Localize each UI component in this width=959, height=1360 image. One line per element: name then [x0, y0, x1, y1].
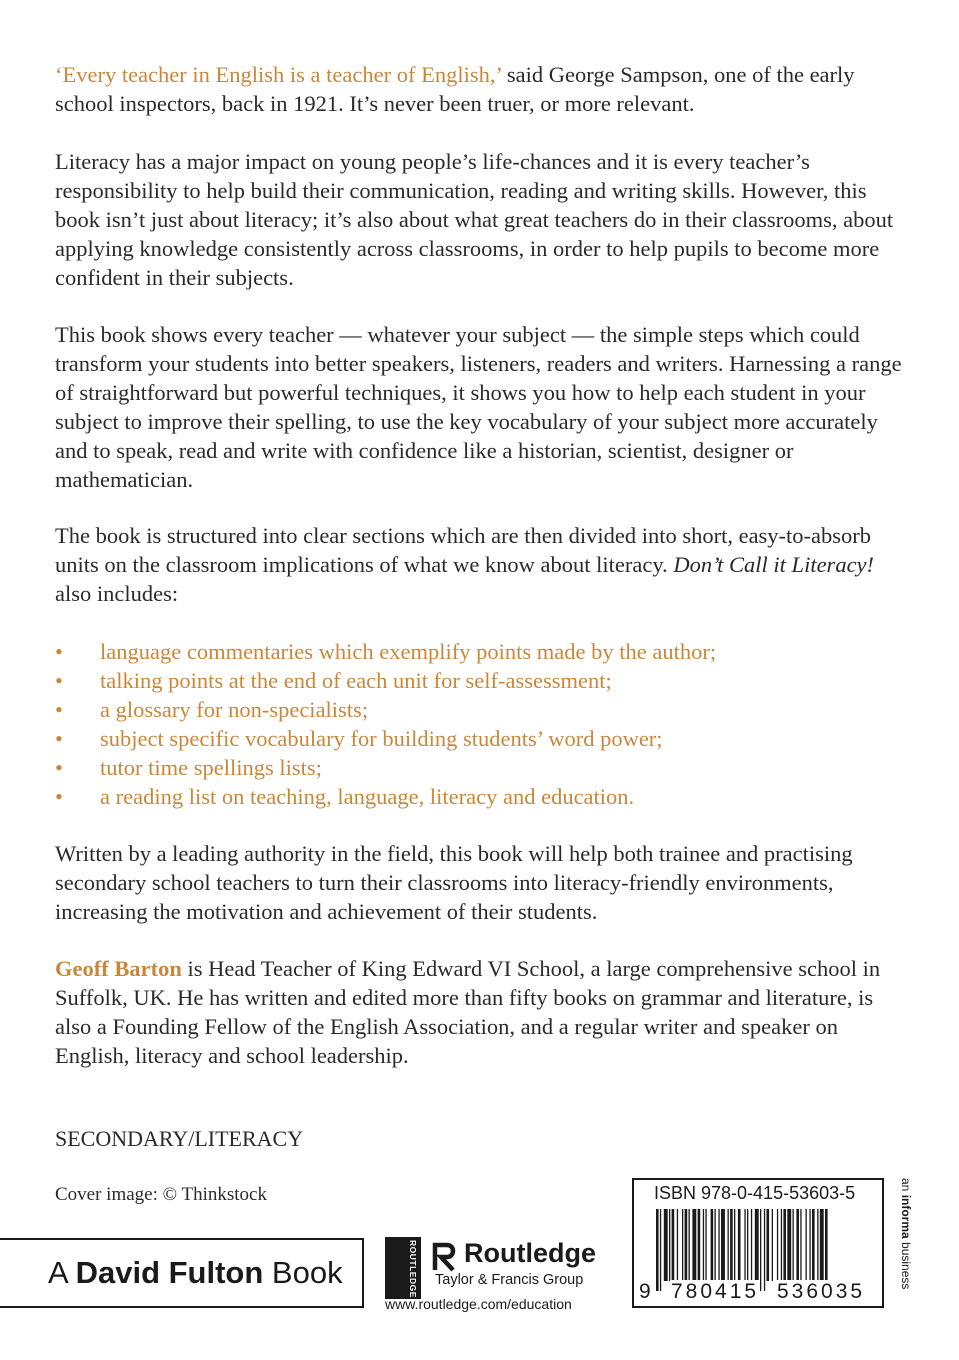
imprint-box: A David Fulton Book	[0, 1238, 364, 1308]
author-name: Geoff Barton	[55, 956, 182, 981]
features-list	[55, 637, 915, 811]
list-item: • a reading list on teaching, language, literacy and education.	[55, 784, 635, 809]
isbn-barcode-box: ISBN 978-0-415-53603-5 9 780415 536035	[632, 1178, 884, 1308]
list-item: • a glossary for non-specialists;	[55, 697, 369, 722]
publisher-name: Routledge	[464, 1238, 596, 1268]
bullet-icon: •	[55, 697, 63, 722]
imprint-name: David Fulton	[75, 1255, 264, 1290]
list-item: • tutor time spellings lists;	[55, 755, 322, 780]
structure-lead: The book is structured into clear sections which are then divided into short, easy-to-absorb units on the classroom implications of what we know about literacy.	[55, 523, 872, 577]
bullet-icon: •	[55, 639, 63, 664]
bullet-icon: •	[55, 668, 63, 693]
bullet-icon: •	[55, 726, 63, 751]
informa-business-label: an informa business	[899, 1178, 913, 1290]
author-bio: is Head Teacher of King Edward VI School, a large comprehensive school in Suffolk, UK. He has written and edited more than fifty books on grammar and literature, is also a Founding Fellow of the English Association, and a regular writer and speaker on English, literacy and school leadership.	[55, 956, 881, 1068]
sampson-quote: ‘Every teacher in English is a teacher of English,’	[55, 62, 502, 87]
audience-paragraph: Written by a leading authority in the field, this book will help both trainee and practising secondary school teachers to turn their classrooms into literacy-friendly environments, increasing the motivation and achievement of their students.	[55, 841, 853, 924]
book-title: Don’t Call it Literacy!	[673, 552, 875, 577]
publisher-group: Taylor & Francis Group	[435, 1272, 584, 1288]
book-overview-paragraph: This book shows every teacher — whatever your subject — the simple steps which could transform your students into better speakers, listeners, readers and writers. Harnessing a range of straightforward but powerful techniques, it shows you how to help each student in your subject to improve their spelling, to use the key vocabulary of your subject more accurately and to speak, read and write with confidence like a historian, scientist, designer or mathematician.	[55, 322, 902, 492]
cover-credit: Cover image: © Thinkstock	[55, 1184, 267, 1205]
bullet-icon: •	[55, 784, 63, 809]
routledge-logo-icon	[431, 1242, 461, 1272]
barcode-icon	[642, 1209, 878, 1291]
literacy-impact-paragraph: Literacy has a major impact on young people’s life-chances and it is every teacher’s responsibility to help build their communication, reading and writing skills. However, this book isn’t just about literacy; it’s also about what great teachers do in their classrooms, about applying knowledge consistently across classrooms, in order to help pupils to become more confident in their subjects.	[55, 149, 894, 290]
structure-paragraph	[55, 521, 910, 608]
structure-tail: also includes:	[55, 581, 179, 606]
category-label: SECONDARY/LITERACY	[55, 1126, 304, 1151]
bullet-icon: •	[55, 755, 63, 780]
list-item: • language commentaries which exemplify points made by the author;	[55, 639, 717, 664]
list-item: • subject specific vocabulary for building students’ word power;	[55, 726, 663, 751]
publisher-url: www.routledge.com/education	[385, 1296, 572, 1312]
opening-quote-paragraph	[55, 60, 910, 118]
isbn-label: ISBN 978-0-415-53603-5	[654, 1183, 856, 1203]
author-bio-paragraph	[55, 954, 910, 1070]
list-item: • talking points at the end of each unit for self-assessment;	[55, 668, 612, 693]
routledge-emblem: ROUTLEDGE	[385, 1237, 421, 1299]
quote-attribution: said George Sampson, one of the early school inspectors, back in 1921. It’s never been truer, or more relevant.	[55, 62, 855, 116]
